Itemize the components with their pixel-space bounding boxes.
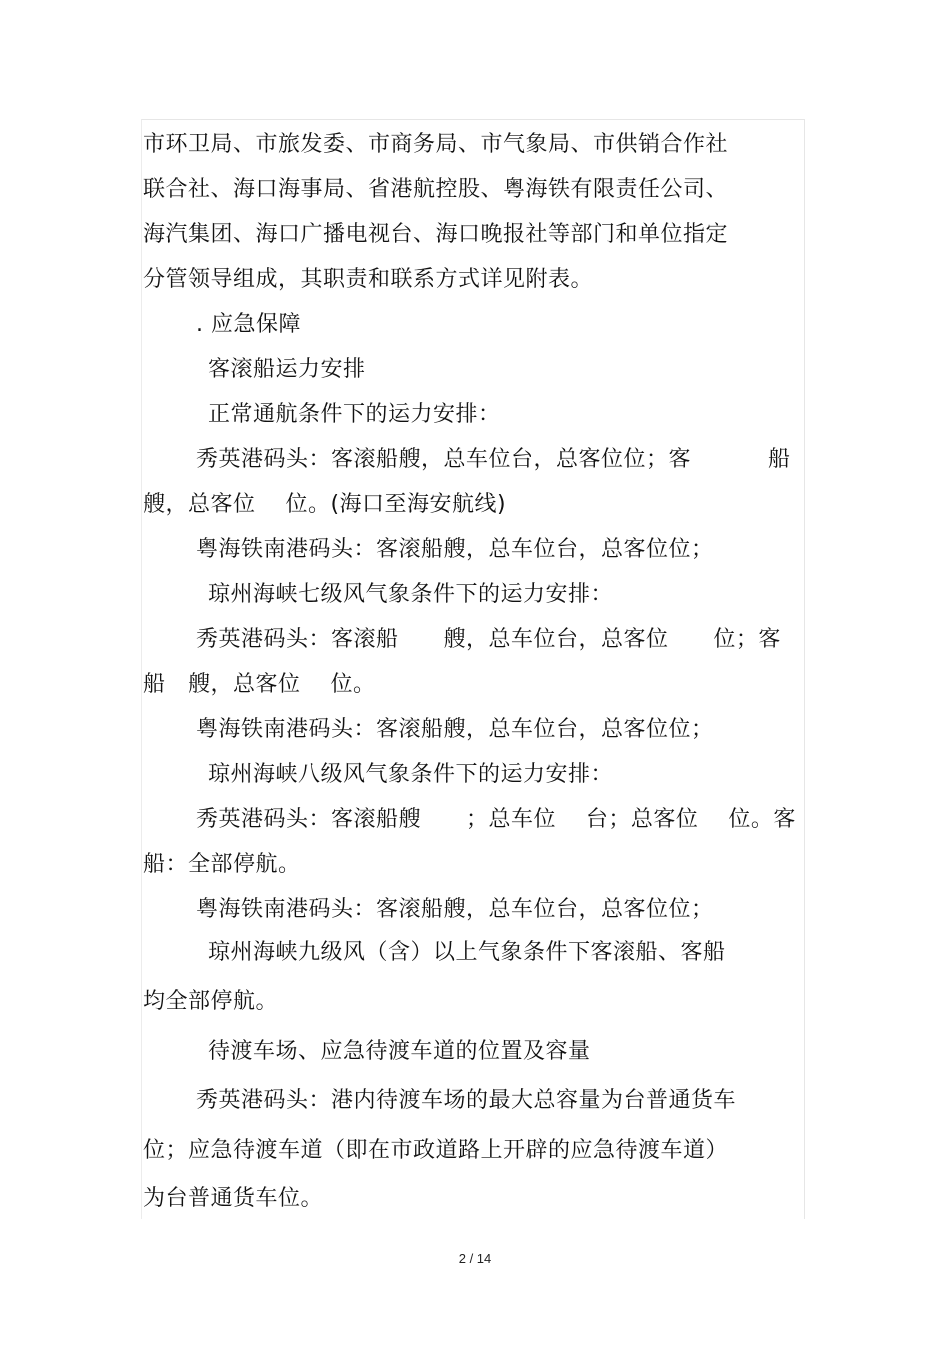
text-line: 船 艘，总客位 位。 [143,672,376,697]
text-line: 秀英港码头：客滚船 艘，总车位台，总客位 位；客 [196,627,781,652]
text-line: 海汽集团、海口广播电视台、海口晚报社等部门和单位指定 [143,222,729,247]
section-heading: . 应急保障 [196,312,301,337]
text-line: 秀英港码头：港内待渡车场的最大总容量为台普通货车 [196,1088,737,1113]
subsection-heading: 待渡车场、应急待渡车道的位置及容量 [208,1039,591,1064]
text-line: 粤海铁南港码头：客滚船艘，总车位台，总客位位； [196,537,714,562]
text-line: 分管领导组成，其职责和联系方式详见附表。 [143,267,594,292]
text-line: 均全部停航。 [143,989,279,1014]
text-line: 联合社、海口海事局、省港航控股、粤海铁有限责任公司、 [143,177,729,202]
text-line: 秀英港码头：客滚船艘 ；总车位 台；总客位 位。客 [196,807,796,832]
text-line: 为台普通货车位。 [143,1186,324,1211]
text-line: 粤海铁南港码头：客滚船艘，总车位台，总客位位； [196,717,714,742]
text-line: 船 [768,447,791,472]
page-number: 2 / 14 [458,1251,492,1266]
text-line: 粤海铁南港码头：客滚船艘，总车位台，总客位位； [196,897,714,922]
subsection-heading: 客滚船运力安排 [208,357,366,382]
text-line: 位；应急待渡车道（即在市政道路上开辟的应急待渡车道） [143,1138,729,1163]
text-line: 船：全部停航。 [143,852,301,877]
subsection-heading: 琼州海峡七级风气象条件下的运力安排： [208,582,614,607]
subsection-heading: 琼州海峡九级风（含）以上气象条件下客滚船、客船 [208,940,726,965]
subsection-heading: 琼州海峡八级风气象条件下的运力安排： [208,762,614,787]
text-line: 市环卫局、市旅发委、市商务局、市气象局、市供销合作社 [143,132,729,157]
text-line: 秀英港码头：客滚船艘，总车位台，总客位位；客 [196,447,692,472]
text-line: 艘，总客位 位。(海口至海安航线) [143,492,507,517]
subsection-heading: 正常通航条件下的运力安排： [208,402,501,427]
